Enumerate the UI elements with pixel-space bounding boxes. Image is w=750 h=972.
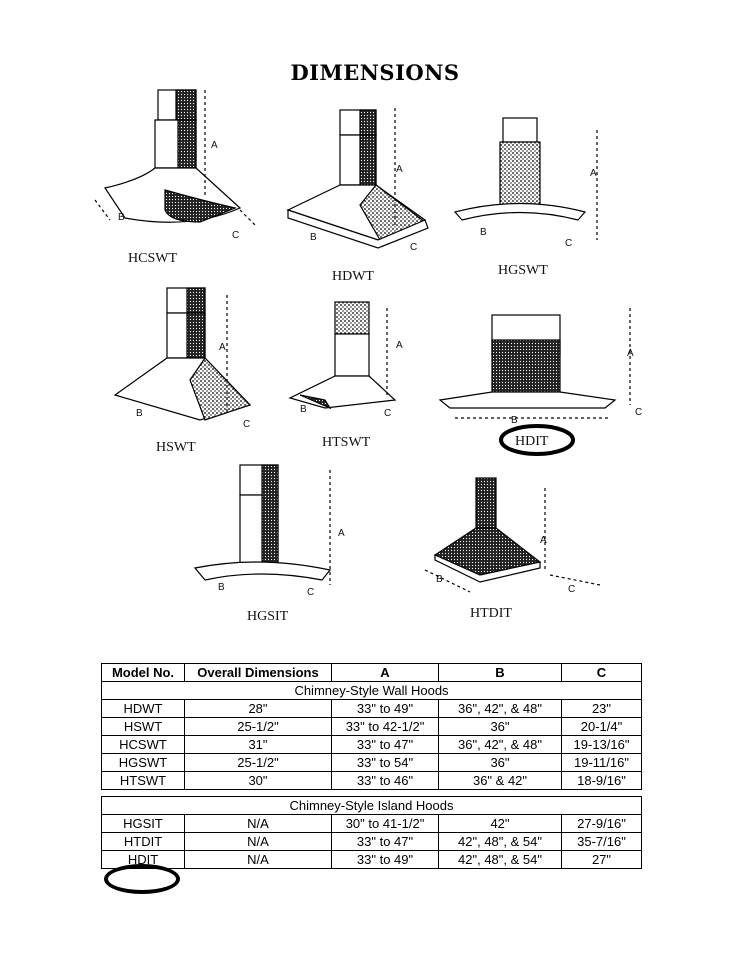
hdwt-dim-b: B (310, 232, 317, 243)
cell-b: 36" (439, 718, 562, 736)
hswt-label: HSWT (156, 440, 196, 455)
table-row (102, 772, 642, 790)
page-title: DIMENSIONS (290, 60, 460, 85)
cell-b: 42", 48", & 54" (439, 833, 562, 851)
htswt-drawing (290, 302, 395, 408)
col-header-overall: Overall Dimensions (185, 664, 332, 682)
cell-model: HDIT (102, 851, 185, 869)
cell-b: 42", 48", & 54" (439, 851, 562, 869)
cell-model: HGSWT (102, 754, 185, 772)
cell-overall: N/A (185, 851, 332, 869)
cell-overall: N/A (185, 833, 332, 851)
col-header-model: Model No. (102, 664, 185, 682)
hdit-dim-b: B (511, 415, 518, 426)
cell-a: 33" to 42-1/2" (332, 718, 439, 736)
cell-b: 36" (439, 754, 562, 772)
htdit-dim-c: C (568, 584, 576, 595)
hdwt-dim-a: A (396, 164, 403, 175)
cell-b: 36", 42", & 48" (439, 700, 562, 718)
cell-overall: 30" (185, 772, 332, 790)
table-row (102, 754, 642, 772)
htswt-dim-c: C (384, 408, 392, 419)
hgsit-drawing (195, 465, 330, 585)
hgsit-dim-b: B (218, 582, 225, 593)
table-row (102, 851, 642, 869)
hdit-dim-a: A (627, 348, 634, 359)
hcswt-dim-a: A (211, 140, 218, 151)
hgswt-dim-a: A (590, 168, 597, 179)
htdit-label: HTDIT (470, 606, 512, 621)
cell-a: 30" to 41-1/2" (332, 815, 439, 833)
cell-overall: 28" (185, 700, 332, 718)
col-header-a: A (332, 664, 439, 682)
cell-a: 33" to 49" (332, 851, 439, 869)
cell-a: 33" to 47" (332, 833, 439, 851)
cell-a: 33" to 49" (332, 700, 439, 718)
cell-model: HDWT (102, 700, 185, 718)
cell-c: 19-11/16" (562, 754, 642, 772)
hgswt-dim-c: C (565, 238, 573, 249)
cell-a: 33" to 47" (332, 736, 439, 754)
table-spacer (102, 790, 642, 797)
table-header-row (102, 664, 642, 682)
hswt-dim-a: A (219, 342, 226, 353)
table-row (102, 815, 642, 833)
cell-model: HSWT (102, 718, 185, 736)
section-row-island (102, 797, 642, 815)
htswt-dim-a: A (396, 340, 403, 351)
cell-b: 42" (439, 815, 562, 833)
cell-c: 23" (562, 700, 642, 718)
cell-model: HGSIT (102, 815, 185, 833)
cell-overall: 25-1/2" (185, 754, 332, 772)
table-spacer-row (102, 790, 642, 797)
hdwt-dim-c: C (410, 242, 418, 253)
hcswt-dim-c: C (232, 230, 240, 241)
hgsit-dim-c: C (307, 587, 315, 598)
cell-model: HTDIT (102, 833, 185, 851)
hdwt-label: HDWT (332, 269, 374, 284)
hgswt-label: HGSWT (498, 263, 548, 278)
hcswt-drawing (95, 90, 255, 225)
cell-a: 33" to 46" (332, 772, 439, 790)
cell-c: 19-13/16" (562, 736, 642, 754)
htswt-label: HTSWT (322, 435, 371, 450)
hdit-dim-c: C (635, 407, 643, 418)
hswt-dim-b: B (136, 408, 143, 419)
cell-model: HTSWT (102, 772, 185, 790)
htswt-dim-b: B (300, 404, 307, 415)
dimensions-table (101, 663, 642, 869)
cell-model: HCSWT (102, 736, 185, 754)
col-header-c: C (562, 664, 642, 682)
section-row-wall (102, 682, 642, 700)
htdit-dim-a: A (540, 535, 547, 546)
htdit-dim-b: B (436, 574, 443, 585)
section-title-wall: Chimney-Style Wall Hoods (102, 682, 642, 700)
hswt-drawing (115, 288, 250, 420)
cell-b: 36" & 42" (439, 772, 562, 790)
cell-c: 27" (562, 851, 642, 869)
cell-c: 20-1/4" (562, 718, 642, 736)
cell-b: 36", 42", & 48" (439, 736, 562, 754)
table-row (102, 736, 642, 754)
cell-c: 27-9/16" (562, 815, 642, 833)
hgsit-label: HGSIT (247, 609, 289, 624)
hgsit-dim-a: A (338, 528, 345, 539)
hdit-label: HDIT (515, 434, 549, 449)
col-header-b: B (439, 664, 562, 682)
hgswt-dim-b: B (480, 227, 487, 238)
cell-a: 33" to 54" (332, 754, 439, 772)
cell-c: 18-9/16" (562, 772, 642, 790)
table-row (102, 833, 642, 851)
cell-overall: 25-1/2" (185, 718, 332, 736)
table-row (102, 718, 642, 736)
cell-overall: N/A (185, 815, 332, 833)
hswt-dim-c: C (243, 419, 251, 430)
table-row (102, 700, 642, 718)
hcswt-label: HCSWT (128, 251, 177, 266)
hcswt-dim-b: B (118, 212, 125, 223)
hgswt-drawing (455, 118, 597, 240)
cell-c: 35-7/16" (562, 833, 642, 851)
htdit-drawing (425, 478, 600, 592)
section-title-island: Chimney-Style Island Hoods (102, 797, 642, 815)
hdwt-drawing (288, 108, 428, 248)
hdit-drawing (440, 308, 630, 418)
hdit-row-handwritten-circle (104, 864, 180, 894)
cell-overall: 31" (185, 736, 332, 754)
